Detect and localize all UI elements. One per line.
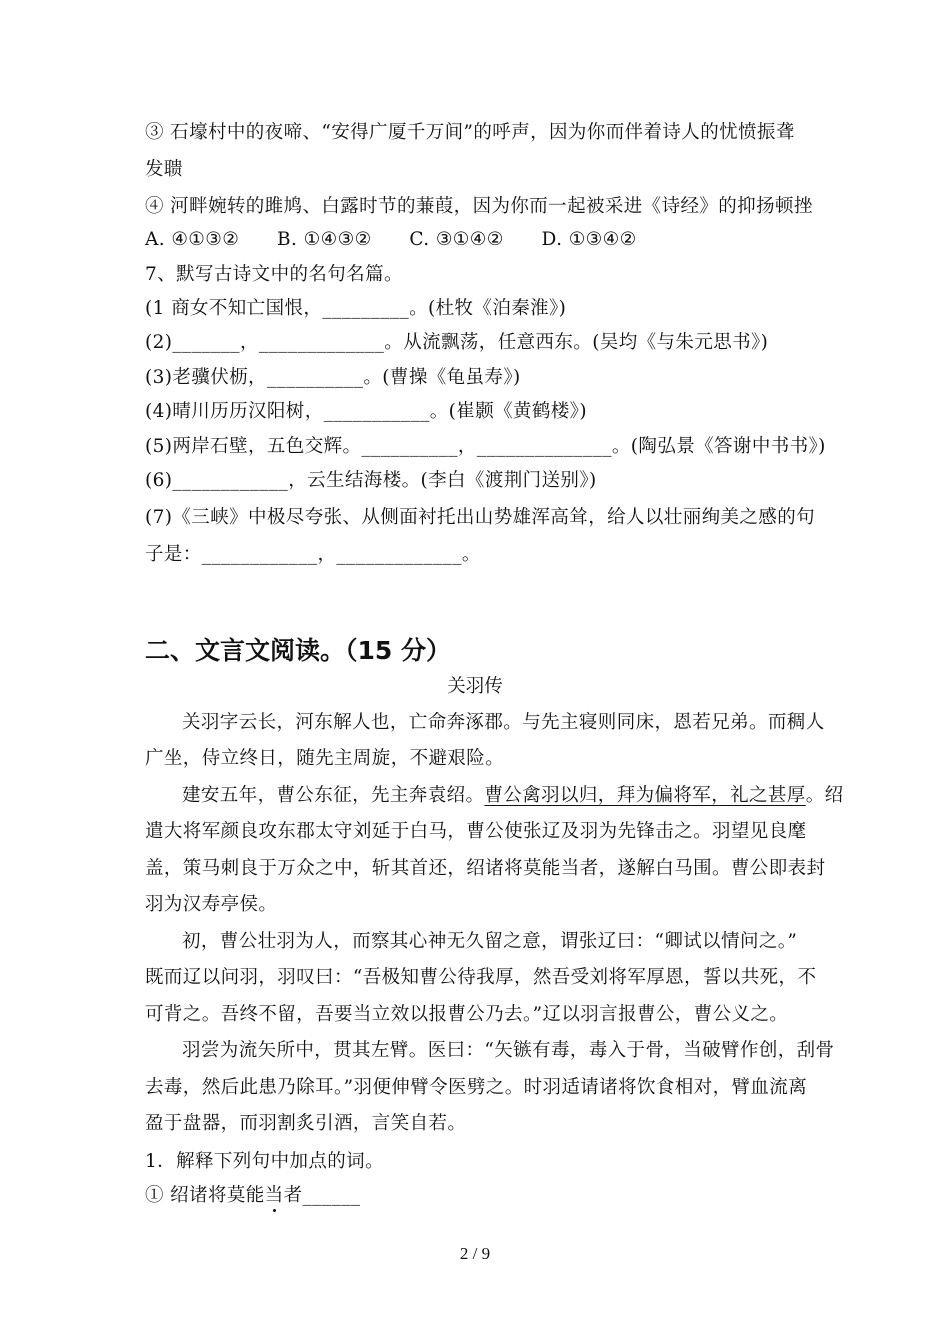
option-3-line-cont: 发聩: [145, 159, 183, 180]
para-2-text: 建安五年，曹公东征，先主奔袁绍。: [182, 785, 485, 806]
fill-blank-6: (6)____________，云生结海楼。(李白《渡荆门送别》): [145, 470, 597, 491]
item-text: ① 绍诸将莫能: [145, 1185, 265, 1206]
passage-para-4: 羽尝为流矢所中，贯其左臂。医曰：“矢镞有毒，毒入于骨，当破臂作创，刮骨: [182, 1040, 835, 1061]
question-7-title: 7、默写古诗文中的名句名篇。: [145, 264, 403, 285]
option-4-line: ④ 河畔婉转的雎鸠、白露时节的蒹葭，因为你而一起被采进《诗经》的抑扬顿挫: [145, 196, 813, 217]
passage-para-3-cont-1: 既而辽以问羽，羽叹曰：“吾极知曹公待我厚，然吾受刘将军厚恩，誓以共死，不: [145, 967, 817, 988]
passage-para-3-cont-2: 可背之。吾终不留，吾要当立效以报曹公乃去。”辽以羽言报曹公，曹公义之。: [145, 1004, 789, 1025]
fill-blank-1: (1 商女不知亡国恨，_________。(杜牧《泊秦淮》): [145, 298, 567, 319]
item-blank: 者______: [283, 1185, 361, 1206]
page-number: 2 / 9: [459, 1244, 491, 1263]
passage-para-1: 关羽字云长，河东解人也，亡命奔涿郡。与先主寝则同床，恩若兄弟。而稠人: [182, 712, 825, 733]
fill-blank-7-cont: 子是：____________，_____________。: [145, 544, 481, 565]
question-1-item-1: [145, 1184, 360, 1208]
passage-title: 关羽传: [447, 676, 503, 697]
para-2-text-tail: 。绍: [805, 785, 844, 806]
section-heading: 二、文言文阅读。（15 分）: [145, 636, 451, 665]
passage-para-2-cont-2: 盖，策马刺良于万众之中，斩其首还，绍诸将莫能当者，遂解白马围。曹公即表封: [145, 858, 826, 879]
passage-para-4-cont-2: 盈于盘器，而羽割炙引酒，言笑自若。: [145, 1113, 467, 1134]
passage-para-2: [182, 784, 844, 808]
answer-choices: A. ④①③② B. ①④③② C. ③①④② D. ①③④②: [145, 229, 637, 250]
dotted-word: 当: [264, 1185, 284, 1206]
question-1: 1．解释下列句中加点的词。: [145, 1151, 384, 1172]
fill-blank-2: (2)_______，_____________。从流飘荡，任意西东。(吴均《与朱元思书》): [145, 332, 769, 353]
fill-blank-4: (4)晴川历历汉阳树，___________。(崔颢《黄鹤楼》): [145, 401, 587, 422]
passage-para-2-cont-3: 羽为汉寿亭侯。: [145, 894, 278, 915]
fill-blank-3: (3)老骥伏枥，__________。(曹操《龟虽寿》): [145, 367, 521, 388]
passage-para-3: 初，曹公壮羽为人，而察其心神无久留之意，谓张辽曰：“卿试以情问之。”: [182, 931, 798, 952]
passage-para-1-cont: 广坐，侍立终日，随先主周旋，不避艰险。: [145, 748, 505, 769]
passage-para-2-cont-1: 遣大将军颜良攻东郡太守刘延于白马，曹公使张辽及羽为先锋击之。羽望见良麾: [145, 821, 807, 842]
underlined-sentence: 曹公禽羽以归，拜为偏将军，礼之甚厚: [484, 785, 806, 806]
option-3-line: ③ 石壕村中的夜啼、“安得广厦千万间”的呼声，因为你而伴着诗人的忧愤振聋: [145, 122, 795, 143]
passage-para-4-cont-1: 去毒，然后此患乃除耳。”羽便伸臂令医劈之。时羽适请诸将饮食相对，臂血流离: [145, 1077, 808, 1098]
fill-blank-7: (7)《三峡》中极尽夸张、从侧面衬托出山势雄浑高耸，给人以壮丽绚美之感的句: [145, 507, 816, 528]
fill-blank-5: (5)两岸石壁，五色交辉。__________，______________。(陶弘景《答谢中书书》): [145, 436, 826, 457]
